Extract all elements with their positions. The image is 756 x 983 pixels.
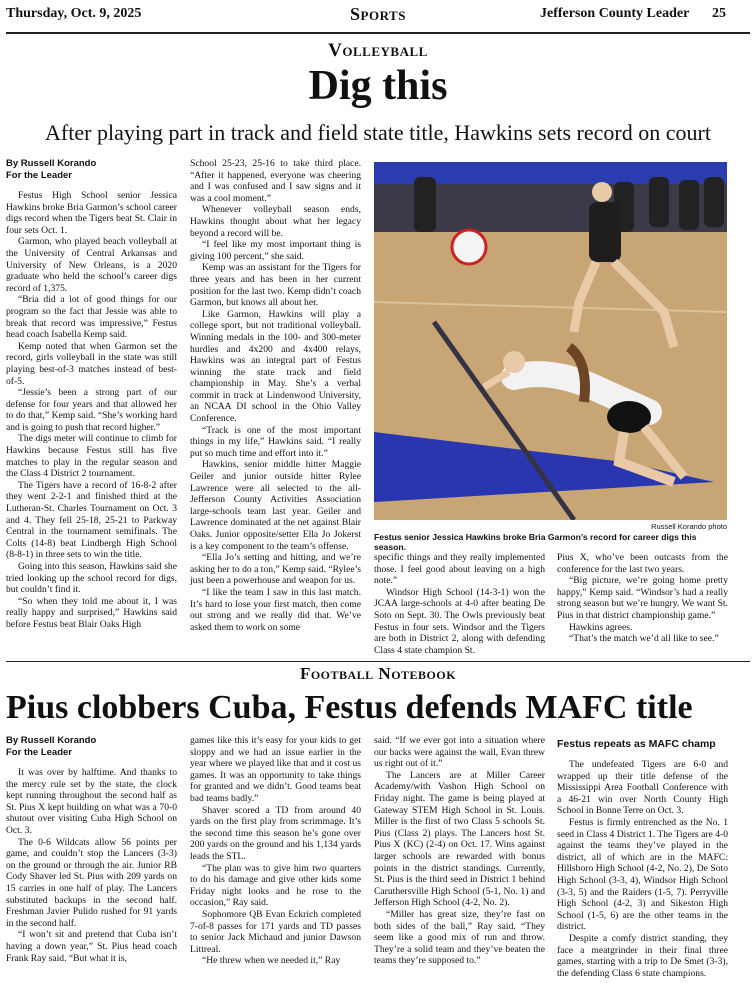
story2-column-4 [557,738,728,979]
story2-c2-p3: “The plan was to give him two quarters to do his damage and give other kids some Friday night looks and he rose to the occasion,” Ray said. [190,862,361,909]
story2-column-1 [6,735,177,964]
story1-column-1 [6,158,177,631]
story1-column-4 [557,552,728,645]
story1-c3-p2: Windsor High School (14-3-1) won the JCAA large-schools at 4-0 after beating De Soto on Sept. 30. The Owls previously beat Festus in four sets. Windsor and the Tigers are both in District 2, along with defending Class 4 state champion St. [374,586,545,656]
story1-c4-p2: “Big picture, we’re going home pretty happy,” Kemp said. “Windsor’s had a really strong season but we’re hungry. We want St. Pius in that district championship game.” [557,575,728,621]
header-rule [6,32,750,34]
story2-c1-p3: “I won’t sit and pretend that Cuba isn’t having a down year,” St. Pius head coach Frank Ray said. “But what it is, [6,929,177,964]
story2-c4-p1: The undefeated Tigers are 6-0 and wrapped up their title defense of the Mississippi Area Football Conference with a 46-21 win over North County High School in Bonne Terre on Oct. 3. [557,759,728,817]
story1-c1-p1: Festus High School senior Jessica Hawkins broke Bria Garmon’s school career digs record when the Tigers beat St. Clair in four sets Oct. 1. [6,190,177,236]
story1-column-2 [190,158,361,633]
story2-c2-p2: Shaver scored a TD from around 40 yards on the first play from scrimmage. It’s the second time this season he’s gone over 200 yards on the ground and his 1,134 yards leads the STL. [190,804,361,862]
story2-byline-name: By Russell Korando [6,735,97,746]
story2-c3-p3: “Miller has great size, they’re fast on both sides of the ball,” Ray said. “They seem like a good mix of run and throw. They’re a solid team and they’ve beaten the teams they’re supposed to.” [374,908,545,967]
story2-subhead: Festus repeats as MAFC champ [557,738,716,750]
story1-c1-p3: “Bria did a lot of good things for our program so the fact that Jessie was able to break that record was impressive,” Festus head coach Isabella Kemp said. [6,294,177,341]
header-page-number: 25 [712,6,726,21]
story1-c1-p6: The digs meter will continue to climb for Hawkins because Festus still has five matches to play in the regular season and the Class 4 District 2 tournament. [6,433,177,480]
story1-c2-p1: School 25-23, 25-16 to take third place. “After it happened, everyone was cheering and I was confused and I saw signs and it was a cool moment.” [190,158,361,204]
volleyball-photo [374,162,727,520]
story1-c1-p4: Kemp noted that when Garmon set the record, girls volleyball in the state was still playing best-of-3 matches instead of best-of-5. [6,340,177,387]
story1-c1-p8: Going into this season, Hawkins said she tried looking up the school record for digs, but couldn’t find it. [6,561,177,596]
story2-c2-p1: games like this it’s easy for your kids to get sloppy and we had an issue earlier in the year where we played like that and it cost us games. It was an opportunity to take things for granted and we didn’t. Good teams beat bad teams badly.” [190,735,361,804]
story1-c2-p4: Kemp was an assistant for the Tigers for three years and has been in her current position for the last two. Kemp didn’t coach Garmon, but knows all about her. [190,262,361,309]
story2-c4-p3: Despite a comfy district standing, they face a meatgrinder in their final three games, starting with a trip to De Smet (3-3), the defending Class 6 state champions. [557,932,728,979]
story1-c2-p8: “Ella Jo’s setting and hitting, and we’re asking her to do a ton,” Kemp said. “Rylee’s just been a powerhouse and weapon for us. [190,552,361,587]
story2-c2-p4: Sophomore QB Evan Eckrich completed 7-of-8 passes for 171 yards and TD passes to senior Jack Michaud and junior Dawson Littreal. [190,908,361,955]
story1-c3-p1: specific things and they really implemented those. I feel good about leaving on a high note.” [374,552,545,587]
story1-kicker: Volleyball [328,40,428,61]
photo-credit: Russell Korando photo [651,522,727,531]
story1-column-3 [374,552,545,656]
story1-c1-p9: “So when they told me about it, I was really happy and surprised,” Hawkins said before Festus beat Blair Oaks High [6,595,177,630]
story2-column-3 [374,735,545,967]
story1-c1-p2: Garmon, who played beach volleyball at the University of Central Arkansas and University of New Orleans, is a 2020 graduate who held the school’s career digs record of 1,375. [6,236,177,294]
header-section: Sports [350,4,406,24]
story1-c2-p9: “I like the team I saw in this last match. It’s hard to lose your first match, then come out strong and we really did that. We’ve asked them to work on some [190,586,361,633]
story1-c1-p5: “Jessie’s been a strong part of our defense for four years and that allowed her to do that,” Kemp said. “She’s working hard and is going to push that record higher.” [6,387,177,433]
story-divider [6,661,750,662]
story1-c2-p6: “Track is one of the most important things in my life,” Hawkins said. “I really put so much time and effort into it.” [190,424,361,459]
story1-c2-p7: Hawkins, senior middle hitter Maggie Geiler and junior outside hitter Rylee Lawrence were all selected to the all-Jefferson County Activities Association large-schools team last year. Geiler and Lawrence dominated at the net against Blair Oaks. Junior opposite/setter Ella Jo Jokerst is a key component to the team’s offense. [190,459,361,552]
story2-headline: Pius clobbers Cuba, Festus defends MAFC title [6,689,693,726]
story1-byline-role: For the Leader [6,170,72,181]
story1-c2-p5: Like Garmon, Hawkins will play a college sport, but not traditional volleyball. Winning medals in the 100- and 300-meter hurdles and 4x200 and 4x400 relays, Hawkins was an integral part of Festus winning the state track and field championship in May. She’s a verbal commit in track at Lindenwood University, an NCAA DI school in the Ohio Valley Conference. [190,308,361,425]
story2-column-2 [190,735,361,967]
story2-c1-p1: It was over by halftime. And thanks to the mercy rule set by the state, the clock kept running throughout the second half as St. Pius X kept building on what was a 70-0 shutout over visiting Cuba High School on Oct. 3. [6,767,177,836]
photo-caption: Festus senior Jessica Hawkins broke Bria Garmon’s record for career digs this season. [374,532,697,552]
story1-deck: After playing part in track and field state title, Hawkins sets record on court [45,120,711,145]
story2-kicker: Football Notebook [299,664,457,683]
story1-c4-p1: Pius X, who’ve been outcasts from the conference for the last two years. [557,552,728,575]
header-date: Thursday, Oct. 9, 2025 [6,6,142,21]
story2-c2-p5: “He threw when we needed it,” Ray [202,955,341,967]
story2-c3-p2: The Lancers are at Miller Career Academy/with Vashon High School on Friday night. The game is being played at Gateway STEM High School in St. Louis. Miller is the first of two Class 5 schools St. Pius (Class 2) plays. The Lancers host St. Pius X (KC) (2-4) on Oct. 17. Wins against larger schools are rewarded with bonus points in the district standings. Currently, St. Pius is the third seed in District 1 behind Caruthersville High School (5-1, No. 1) and Jefferson High School (4-2, No. 2). [374,769,545,909]
story1-c2-p3: “I feel like my most important thing is giving 100 percent,” she said. [190,239,361,262]
header-paper: Jefferson County Leader [540,6,690,21]
story2-c4-p2: Festus is firmly entrenched as the No. 1 seed in Class 4 District 1. The Tigers are 4-0 against the teams they’ve played in the district, all of which are in the MAFC: Hillsboro High School (4-2, No. 2), De Soto High School (3-3, 4), Windsor High School (3-3, 5) and the Raiders (1-5, 7). Perryville High School (4-2, 3) and Sikeston High School (1-5, 6) are the other teams in the district. [557,816,728,933]
story1-headline: Dig this [308,63,448,109]
story2-byline-role: For the Leader [6,747,72,758]
story1-c4-p4: “That’s the match we’d all like to see.” [569,633,719,645]
story2-c1-p2: The 0-6 Wildcats allow 56 points per game, and couldn’t stop the Lancers (3-3) on the ground or through the air. Junior RB Cody Shaver led St. Pius with 209 yards on 15 carries in one half of play. The Lancers substituted backups in the second half. Freshman Javier Pulido rushed for 91 yards in the second half. [6,836,177,929]
story1-byline-name: By Russell Korando [6,158,97,169]
story2-c3-p1: said. “If we ever got into a situation where our backs were against the wall, Evan threw us right out of it.” [374,735,545,770]
story1-c4-p3: Hawkins agrees. [569,621,633,633]
story1-c1-p7: The Tigers have a record of 16-8-2 after they went 2-2-1 and finished third at the Lutheran-St. Charles Tournament on Oct. 3 and 4. They fell 25-18, 25-21 to Parkway Central in the tournament semifinals. The Colts (14-8) beat Lindbergh High School (8-8-1) in three sets to win the title. [6,479,177,561]
story1-c2-p2: Whenever volleyball season ends, Hawkins thought about what her legacy beyond a record will be. [190,204,361,239]
volleyball-photo-illustration [374,162,727,520]
